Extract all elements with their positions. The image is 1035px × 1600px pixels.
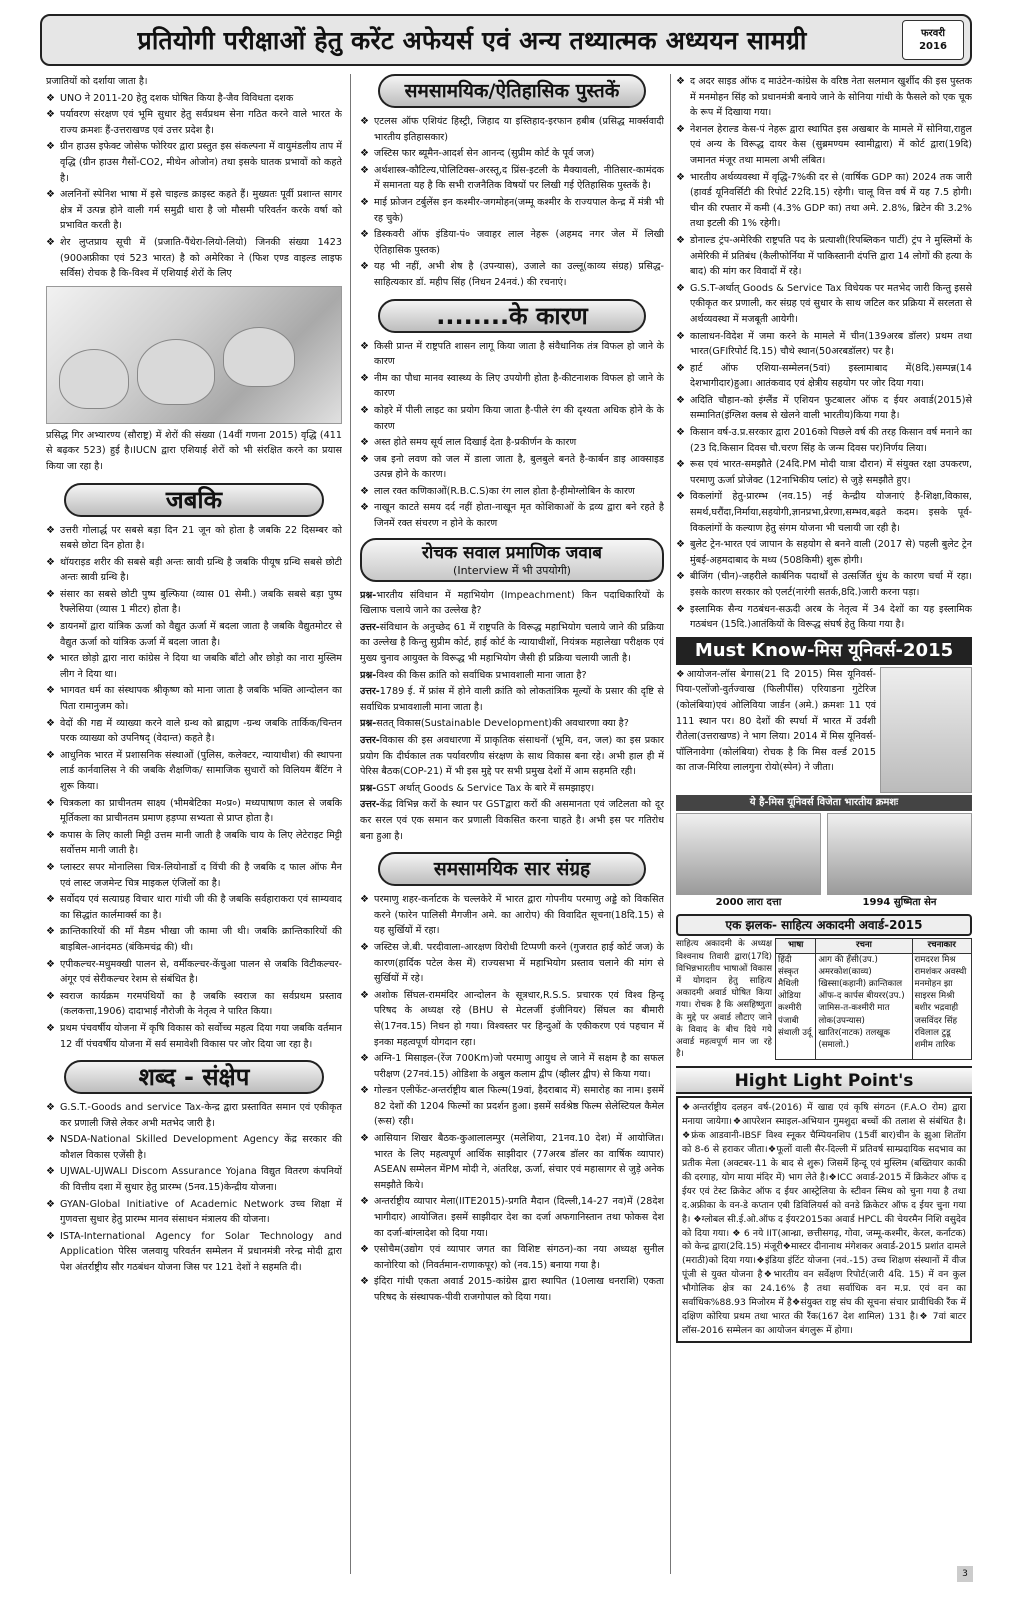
- environment-facts-list: [46, 74, 342, 282]
- qa-row: [360, 588, 664, 619]
- list-item: [360, 114, 664, 145]
- bullet-icon: ❖: [676, 491, 685, 503]
- column-divider-right: [670, 74, 671, 1574]
- list-item-text: ग्रीन हाउस इफेक्ट जोसेफ फोरियर द्वारा प्रस्तुत इस संकल्पना में वायुमंडलीय ताप में वृद्धि (ग्रीन हाउस गैसों-CO2, मीथेन ओजोन) तथा इसके घातक प्रभावों को कहते है।: [60, 141, 342, 184]
- list-item: [676, 425, 972, 456]
- bullet-icon: ❖: [360, 1244, 369, 1256]
- list-item-text: स्वराज कार्यक्रम गरमपंथियों का है जबकि स्वराज का सर्वप्रथम प्रस्ताव (कलकत्ता,1906) दादाभाई नौरोजी के नेतृत्व ने पारित किया।: [60, 990, 342, 1018]
- bullet-icon: ❖: [360, 229, 369, 241]
- miss-universe-text: ❖आयोजन-लॉस बेगास(21 दि 2015) मिस यूनिवर्स-पिया-एलोंजो-वुर्तज्वाख (फिलीपींस) एरियाडना गुटेरिज (कोलंबिया)एवं ओलिविया जार्डन (अमे.) क्रमशः 11 एवं 111 स्थान पर। 80 देशों की स्पर्धा में भारत में उर्वशी रौतेला(उत्तराखण्ड) ने भाग लिया। 2014 में मिस यूनिवर्स-पॉलिनावेगा (कोलंबिया) रोचक है कि मिस वर्ल्ड 2015 का ताज-मिरिया लालगुना रोयो(स्पेन) ने जीता।: [676, 668, 876, 774]
- qa-row: [360, 797, 664, 844]
- bullet-icon: ❖: [360, 404, 369, 416]
- sahitya-award-intro: साहित्य अकादमी के अध्यक्ष विश्वनाथ तिवारी द्वारा(17दि) विभिन्नभारतीय भाषाओं विकास में योगदान हेतु साहित्य अकादमी अवार्ड घोषित किया गया। रोचक है कि असहिष्णुता के मुद्दे पर अवार्ड लौटाए जाने के विवाद के बीच दिये गये अवार्ड महत्वपूर्ण मान जा रहे है।: [676, 939, 772, 1060]
- qa-label: प्रश्न-: [360, 718, 377, 730]
- issue-date-box: [902, 20, 964, 60]
- list-item-text: डिस्कवरी ऑफ इंडिया-पं० जवाहर लाल नेहरू (अहमद नगर जेल में लिखी ऐतिहासिक पुस्तक): [374, 229, 664, 256]
- list-item: [46, 683, 342, 714]
- list-item-text: बीजिंग (चीन)-जहरीले कार्बनिक पदार्थों से उत्सर्जित धुंध के कारण चर्चा में रहा।इसके कारण सरकार को एलर्ट(नारंगी सतर्क,8दि.)जारी करना पड़ा।: [690, 571, 972, 598]
- abbreviations-list: [46, 1100, 342, 1276]
- list-item: [46, 860, 342, 891]
- bullet-icon: ❖: [360, 989, 369, 1001]
- list-item-text: जस्टिस जे.बी. परदीवाला-आरक्षण विरोधी टिप्पणी करने (गुजरात हाई कोर्ट जज) के कारण(हार्दिक पटेल केस में) राज्यसभा में महाभियोग प्रस्ताव चलाने की मांग से सुर्खियों में रहे।: [374, 941, 664, 985]
- list-item-text: नीम का पौधा मानव स्वास्थ्य के लिए उपयोगी होता है-कीटनाशक विफल हो जाने के कारण: [374, 372, 664, 400]
- list-item: [46, 139, 342, 186]
- list-item: [46, 1132, 342, 1163]
- bullet-icon: ❖: [46, 1022, 55, 1034]
- bullet-icon: ❖: [46, 926, 55, 938]
- bullet-icon: ❖: [360, 372, 369, 384]
- list-item: [46, 892, 342, 923]
- bullet-icon: ❖: [46, 861, 55, 873]
- list-item: [676, 569, 972, 600]
- qa-label: प्रश्न-: [360, 782, 377, 794]
- books-section-title: समसामयिक/ऐतिहासिक पुस्तकें: [378, 74, 646, 108]
- bullet-icon: ❖: [676, 362, 685, 374]
- list-item-text: कपास के लिए काली मिट्टी उत्तम मानी जाती है जबकि चाय के लिए लेटेराइट मिट्टी सर्वोत्तम मानी जाती है।: [60, 829, 342, 857]
- list-item-text: प्रजातियों को दर्शाया जाता है।: [46, 76, 148, 87]
- bullet-icon: ❖: [360, 116, 369, 127]
- column-divider-left: [350, 74, 351, 1574]
- list-item-text: प्रसिद्ध गिर अभ्यारण्य (सौराष्ट्र) में शेरों की संख्या (14वीं गणना 2015) वृद्धि (411 से बढ़कर 523) हुई है।IUCN द्वारा एशियाई शेरों को भी संरक्षित करने का प्रयास किया जा रहा है।: [46, 429, 342, 472]
- table-header-language: भाषा: [776, 939, 816, 953]
- list-item-text: डायनमों द्वारा यांत्रिक ऊर्जा को वैद्युत ऊर्जा में बदला जाता है जबकि वैद्युतमोटर से वैद्युत ऊर्जा को यांत्रिक ऊर्जा में बदला जाता है।: [60, 621, 342, 648]
- list-item-text: भारतीय अर्थव्यवस्था में वृद्धि-7%की दर से (वार्षिक GDP का) 2024 तक जारी (हावर्ड यूनिवर्सिटी की रिपोर्ट 22दि.15) रहेगी। चालू वित्त वर्ष में यह 7.5 होगी। चीन की रफ्तार में कमी (4.3% GDP का) तथा अमे. 2.8%, ब्रिटेन की 3.2% तथा इटली की 1% रहेगी।: [690, 171, 972, 230]
- list-item: [360, 195, 664, 226]
- sahitya-award-table: [775, 938, 972, 1060]
- lion-shape-2: [137, 339, 215, 405]
- list-item: [360, 435, 664, 451]
- bullet-icon: ❖: [676, 76, 685, 87]
- bullet-icon: ❖: [676, 427, 685, 439]
- list-item: [360, 163, 664, 194]
- list-item: [46, 235, 342, 282]
- list-item: [360, 371, 664, 402]
- list-item-text: गोल्डन एलीफेंट-अन्तर्राष्ट्रीय बाल फिल्म(19वां, हैदराबाद में) समारोह का नाम। इसमें 82 देशों की 1204 फिल्मों का प्रदर्शन हुआ। इसमें सर्वश्रेष्ठ फिल्म सेलेस्टियल कैमेल (रूस) रही।: [374, 1085, 664, 1128]
- qa-row: [360, 781, 664, 797]
- list-item-text: प्रथम पंचवर्षीय योजना में कृषि विकास को सर्वोच्च महत्व दिया गया जबकि वर्तमान 12 वीं पंचवर्षीय योजना में सर्व समावेशी विकास पर जोर दिया जा रहा है।: [60, 1022, 342, 1050]
- list-item-text: एसोचैम(उद्योग एवं व्यापार जगत का विशिष्ट संगठन)-का नया अध्यक्ष सुनील कानोरिया को (निवर्तमान-राणाकपूर) को (नव.15) बनाया गया है।: [374, 1244, 664, 1271]
- qa-row: [360, 620, 664, 667]
- list-item: [46, 587, 342, 618]
- list-item: [46, 1021, 342, 1052]
- bullet-icon: ❖: [46, 189, 55, 201]
- list-item-text: माई फ्रोजन टर्बुलेंस इन कश्मीर-जगमोहन(जम्मू कश्मीर के राज्यपाल केन्द्र में मंत्री भी रह चुके): [374, 196, 664, 224]
- list-item: [46, 651, 342, 682]
- qa-text: विकास की इस अवधारणा में प्राकृतिक संसाधनों (भूमि, वन, जल) का इस प्रकार प्रयोग कि दीर्घकाल तक पर्यावरणीय संरक्षण के साथ विकास बना रहे। अभी हाल ही में पेरिस बैठक(COP-21) में भी इस मुद्दे पर सभी प्रमुख देशों में आम सहमति रही।: [360, 735, 664, 778]
- list-item: [46, 1197, 342, 1228]
- qa-text: केंद्र विभिन्न करों के स्थान पर GSTद्वारा करों की असमानता एवं जटिलता को दूर कर सरल एवं एक समान कर प्रणाली विकसित करना चाहते है। अभी इस पर गतिरोध बना हुआ है।: [360, 799, 664, 842]
- news-items-list: [676, 74, 972, 633]
- bullet-icon: ❖: [46, 236, 55, 248]
- list-item-text: अशोक सिंघल-राममंदिर आन्दोलन के सूत्रधार,R.S.S. प्रचारक एवं विश्व हिन्दू परिषद के अध्यक्ष रहे (BHU से मेटलर्जी इंजीनियर) सिंघल का बीमारी से(17नव.15) निधन हो गया। विश्वस्तर पर हिन्दुओं के एकीकरण एवं पहचान में इनका महत्वपूर्ण योगदान रहा।: [374, 989, 664, 1048]
- list-item: [676, 281, 972, 328]
- list-item-text: परमाणु शहर-कर्नाटक के चल्लकेरे में भारत द्वारा गोपनीय परमाणु अड्डे को विकसित करने (फारेन पालिसी मैगजीन अमे. का आरोप) की विवादित सूचना(18दि.15) से यह सुर्खियों में रहा।: [374, 894, 664, 937]
- table-cell-authors: रामदरश मिश्र रामशंकर अवस्थी मनमोहन झा साइरस मिश्री बशीर भद्रवाही जसविंदर सिंह रविलाल टुडू शमीम तारिक: [912, 953, 972, 1060]
- list-item-text: चित्रकला का प्राचीनतम साक्ष्य (भीमबेटिका म०प्र०) मध्यपाषाण काल से जबकि मूर्तिकला का प्राचीनतम प्रमाण हड़प्पा सभ्यता से प्राप्त होता है।: [60, 797, 342, 825]
- interesting-questions-title: रोचक सवाल प्रमाणिक जवाब: [421, 542, 602, 563]
- list-item: [46, 523, 342, 554]
- list-item-text: शेर लुप्तप्राय सूची में (प्रजाति-पैंथेरा-लियो-लियो) जिनकी संख्या 1423 (900अफ्रीका एवं 523 भारत) है को अमेरिका ने (फिश एण्ड वाइल्ड लाइफ सर्विस) रोचक है कि-विश्व में एशियाई शेरों के लिए: [60, 236, 342, 280]
- sahitya-award-title: एक झलक- साहित्य अकादमी अवार्ड-2015: [676, 914, 972, 936]
- list-item-text: किसी प्रान्त में राष्ट्रपति शासन लागू किया जाता है संवैधानिक तंत्र विफल हो जाने के कारण: [374, 340, 664, 368]
- qa-row: [360, 684, 664, 715]
- list-item: [676, 489, 972, 536]
- list-item-text: संसार का सबसे छोटी पुष्प बुल्फिया (व्यास 01 सेमी.) जबकि सबसे बड़ा पुष्प रैफ्लेसिया (व्यास 1 मीटर) होता है।: [60, 588, 342, 616]
- summary-section-title: समसामयिक सार संग्रह: [378, 852, 646, 886]
- list-item: [360, 892, 664, 939]
- bullet-icon: ❖: [360, 485, 369, 497]
- bullet-icon: ❖: [46, 588, 55, 600]
- winner-image-2: [827, 813, 972, 895]
- list-item-text: ISTA-International Agency for Solar Technology and Application पेरिस जलवायु परिवर्तन सम्मेलन में प्रधानमंत्री नरेन्द्र मोदी द्वारा पेश अंतर्राष्ट्रीय सौर गठबंधन योजना जिस पर 121 देशों ने सहमति दी।: [60, 1230, 342, 1274]
- lions-photo: [46, 286, 342, 424]
- list-item-text: इंदिरा गांधी एकता अवार्ड 2015-कांग्रेस द्वारा स्थापित (10लाख धनराशि) एकता परिषद के संस्थापक-पीवी राजगोपाल को दिया गया।: [374, 1276, 664, 1303]
- list-item-text: इस्लामिक सैन्य गठबंधन-सऊदी अरब के नेतृत्व में 34 देशों का यह इस्लामिक गठबंधन (15दि.)आतंकियों के विरूद्ध संघर्ष हेतु किया गया है।: [690, 603, 972, 631]
- question-answer-list: [360, 588, 664, 845]
- list-item: [360, 1083, 664, 1130]
- list-item-text: GYAN-Global Initiative of Academic Network उच्च शिक्षा में गुणवत्ता सुधार हेतु प्रारम्भ मानव संसाधन मंत्रालय की योजना।: [60, 1198, 342, 1226]
- list-item-text: आधुनिक भारत में प्रशासनिक संस्थाओं (पुलिस, कलेक्टर, न्यायाधीश) की स्थापना लार्ड कार्नवालिस ने की जबकि शैक्षणिक/ सामाजिक सुधारों को विलियम बैंटिंग ने शुरू किया।: [60, 749, 342, 792]
- qa-text: सतत् विकास(Sustainable Development)की अवधारणा क्या है?: [376, 718, 629, 730]
- list-item: [360, 146, 664, 162]
- table-cell-languages: हिंदी संस्कृत मैथिली ओडिया कश्मीरी पंजाबी संथाली उर्दू: [776, 953, 816, 1060]
- lion-shape-3: [223, 327, 295, 387]
- list-item: [360, 484, 664, 500]
- list-item-text: जब इनो लवण को जल में डाला जाता है, बुलबुले बनते है-कार्बन डाइ आक्साइड उत्पन्न होने के कारण।: [374, 453, 664, 481]
- qa-label: उत्तर-: [360, 686, 380, 698]
- issue-month: फरवरी: [920, 28, 946, 39]
- list-item: [46, 1229, 342, 1276]
- list-item: [46, 828, 342, 859]
- bullet-icon: ❖: [46, 524, 55, 536]
- list-item-text: भागवत धर्म का संस्थापक श्रीकृष्ण को माना जाता है जबकि भक्ति आन्दोलन का पिता रामानुजम को।: [60, 685, 342, 713]
- reasons-section-title: ........के कारण: [378, 299, 646, 333]
- list-item-text: द अदर साइड ऑफ द माउंटेन-कांग्रेस के वरिष्ठ नेता सलमान खुर्शीद की इस पुस्तक में मनमोहन सिंह को प्रधानमंत्री बनाये जाने के सोनिया गांधी के फैसले को एक चूक के रूप में दिखाया गया।: [690, 76, 972, 119]
- bullet-icon: ❖: [46, 829, 55, 841]
- list-item: [46, 107, 342, 138]
- list-item-text: उत्तरी गोलार्द्ध पर सबसे बड़ा दिन 21 जून को होता है जबकि 22 दिसम्बर को सबसे छोटा दिन होता है।: [60, 524, 342, 552]
- list-item: [46, 748, 342, 795]
- list-item: [46, 1164, 342, 1195]
- list-item: [46, 716, 342, 747]
- page-header: [40, 14, 972, 66]
- column-right: [676, 74, 972, 1574]
- list-item-text: प्लास्टर सपर मोनालिसा चित्र-लियोनार्डो द विंची की है जबकि द फाल ऑफ मैन एवं लास्ट जजमेन्ट चित्र माइकल एंजिलों का है।: [60, 861, 342, 889]
- bullet-icon: ❖: [360, 196, 369, 208]
- list-item-text: किसान वर्ष-उ.प्र.सरकार द्वारा 2016को पिछले वर्ष की तरह किसान वर्ष मनाने का (23 दि.किसान दिवस चौ.चरण सिंह के जन्म दिवस पर)निर्णय लिया।: [690, 427, 972, 454]
- list-item: [360, 1242, 664, 1273]
- highlight-points-title: Hight Light Point's: [676, 1066, 972, 1094]
- winner-image-1: [676, 813, 821, 895]
- list-item-text: अलनिनों स्पेनिश भाषा में इसे चाइल्ड क्राइस्ट कहते हैं। मुख्यतः पूर्वी प्रशान्त सागर क्षेत्र में उत्पन्न होने वाली गर्म समुद्री धारा है जो मौसमी परिवर्तन करके वर्षा को प्रभावित करती है।: [60, 189, 342, 232]
- list-item-text: विकलांगों हेतु-प्रारम्भ (नव.15) नई केन्द्रीय योजनाएं है-शिक्षा,विकास, समर्थ,घरौंदा,निर्माया,सहयोगी,ज्ञानप्रभा,प्रेरणा,सम्भव,बढ़ते कदम। इसके पूर्व-विकलांगों के कल्याण हेतु संगम योजना भी चलायी जा रही है।: [690, 491, 972, 534]
- bullet-icon: ❖: [360, 941, 369, 953]
- qa-text: GST अर्थात् Goods & Service Tax के बारे में समझाइए।: [376, 782, 595, 794]
- list-item-text: रूस एवं भारत-समझौते (24दि.PM मोदी यात्रा दौरान) में संयुक्त रक्षा उपकरण, परमाणु ऊर्जा प्रोजेक्ट (12नाभिकीय प्लांट) से जुड़े समझौते हुए।: [690, 459, 972, 486]
- winner-photo-2: [827, 813, 972, 911]
- qa-row: [360, 668, 664, 684]
- reasons-list: [360, 339, 664, 532]
- list-item: [360, 500, 664, 531]
- list-item-text: G.S.T-अर्थात् Goods & Service Tax विधेयक पर मतभेद जारी किन्तु इससे एकीकृत कर प्रणाली, कर संग्रह एवं सुधार के साथ जटिल कर प्रक्रिया में सरलता से अर्थव्यवस्था में मजबूती आयेगी।: [690, 282, 972, 325]
- qa-text: 1789 ई. में फ्रांस में होने वाली क्रांति को लोकतांत्रिक मूल्यों के प्रसार की दृष्टि से सर्वाधिक प्रभावशाली माना जाता है।: [360, 686, 664, 713]
- list-item-text: जस्टिस फार ब्यूमैन-आदर्श सेन आनन्द (सुप्रीम कोर्ट के पूर्व जज): [374, 148, 595, 160]
- list-item-text: नेशनल हेराल्ड केस-पं नेहरू द्वारा स्थापित इस अखबार के मामले में सोनिया,राहुल एवं अन्य के विरूद्ध दायर केस (सुब्रमण्यम स्वामीद्वारा) में कोर्ट द्वारा(19दि) जमानत मंजूर तथा मामला अभी लंबित।: [690, 123, 972, 166]
- lion-shape-1: [59, 349, 129, 409]
- list-item: [46, 957, 342, 988]
- interesting-questions-subtitle: (Interview में भी उपयोगी): [453, 563, 571, 577]
- list-item: [46, 924, 342, 955]
- bullet-icon: ❖: [46, 685, 55, 697]
- list-item: [676, 602, 972, 633]
- qa-label: प्रश्न-: [360, 589, 377, 601]
- list-item: [360, 339, 664, 370]
- bullet-icon: ❖: [360, 148, 369, 160]
- qa-text: संविधान के अनुच्छेद 61 में राष्ट्रपति के विरूद्ध महाभियोग चलाये जाने की प्रक्रिया का उल्लेख है किन्तु सुप्रीम कोर्ट, हाई कोर्ट के न्यायाधीशों, नियंत्रक महालेखा परीक्षक एवं मुख्य चुनाव आयुक्त के विरूद्ध भी महाभियोग जैसी ही प्रक्रिया चलायी जाती है।: [360, 621, 664, 665]
- list-item-text: कोहरे में पीली लाइट का प्रयोग किया जाता है-पीले रंग की दृश्यता अधिक होने के के कारण: [374, 404, 664, 432]
- list-item: [46, 428, 342, 475]
- bullet-icon: ❖: [360, 1196, 369, 1208]
- qa-text: विश्व की किस क्रांति को सर्वाधिक प्रभावशाली माना जाता है?: [376, 669, 587, 681]
- interesting-questions-banner: [360, 538, 664, 582]
- bullet-icon: ❖: [676, 459, 685, 471]
- list-item: [360, 940, 664, 987]
- list-item: [46, 555, 342, 586]
- page-title: प्रतियोगी परीक्षाओं हेतु करेंट अफेयर्स एवं अन्य तथ्यात्मक अध्ययन सामग्री: [137, 26, 807, 55]
- list-item-text: बुलेट ट्रेन-भारत एवं जापान के सहयोग से बनने वाली (2017 से) पहली बुलेट ट्रेन मुंबई-अहमदाबाद के मध्य (508किमी) शुरू होगी।: [690, 539, 972, 566]
- list-item-text: सर्वोदय एवं सत्याग्रह विचार धारा गांधी जी की है जबकि सर्वहाराकरा एवं साम्यवाद का सिद्धांत कार्लमार्क्स का है।: [60, 894, 342, 921]
- list-item-text: NSDA-National Skilled Development Agency केंद्र सरकार की कौशल विकास एजेंसी है।: [60, 1134, 342, 1161]
- list-item: [676, 361, 972, 392]
- bullet-icon: ❖: [676, 603, 685, 615]
- bullet-icon: ❖: [46, 1134, 55, 1146]
- list-item-text: आसियान शिखर बैठक-कुआलालम्पुर (मलेशिया, 21नव.10 देश) में आयोजित। भारत के लिए महत्वपूर्ण आर्थिक साझीदार (77अरब डॉलर का वार्षिक व्यापार) ASEAN सम्मेलन मेंPM मोदी ने, अंतरिक्ष, ऊर्जा, संचार एवं महासागर से जुड़े अनेक समझौते किये।: [374, 1133, 664, 1191]
- bullet-icon: ❖: [46, 749, 55, 761]
- bullet-icon: ❖: [360, 894, 369, 906]
- bullet-icon: ❖: [360, 261, 369, 273]
- list-item: [46, 1100, 342, 1131]
- miss-universe-title: Must Know-मिस यूनिवर्स-2015: [676, 637, 972, 665]
- list-item-text: अन्तर्राष्ट्रीय व्यापार मेला(IITE2015)-प्रगति मैदान (दिल्ली,14-27 नव)में (28देश भागीदार) आयोजित। इसमें साझीदार देश का दर्जा अफगानिस्तान तथा फोकस देश का दर्जा-बांग्लादेश को दिया गया।: [374, 1196, 664, 1239]
- list-item: [360, 259, 664, 290]
- bullet-icon: ❖: [46, 990, 55, 1002]
- list-item-text: यह भी नहीं, अभी शेष है (उपन्यास), उजाले का उल्लू(काव्य संग्रह) प्रसिद्ध-साहित्यकार डॉ. महीप सिंह (निधन 24नवं.) की रचनाएं।: [374, 261, 664, 288]
- table-header-work: रचना: [816, 939, 912, 953]
- list-item-text: कालाधन-विदेश में जमा करने के मामले में चीन(139अरब डॉलर) प्रथम तथा भारत(GFIरिपोर्ट दि.15) चौथे स्थान(50अरबडॉलर) पर है।: [690, 330, 972, 358]
- qa-label: उत्तर-: [360, 735, 380, 746]
- summary-list: [360, 892, 664, 1305]
- qa-label: उत्तर-: [360, 799, 380, 811]
- list-item: [360, 227, 664, 258]
- issue-year: 2016: [919, 41, 947, 52]
- list-item-text: UNO ने 2011-20 हेतु दशक घोषित किया है-जैव विविधता दशक: [60, 92, 294, 104]
- highlight-points-text: ❖अन्तर्राष्ट्रीय दलहन वर्ष-(2016) में खाद्य एवं कृषि संगठन (F.A.O रोम) द्वारा मनाया जायेगा।❖आपरेशन स्माइल-अभियान गुमशुदा बच्चों की तलाश से संबंधित है।❖फ्रंक आडवानी-IBSF विश्व स्नूकर चैम्पियनशिप (15वीं बार)चीन के झुआ शितोंग को 8-6 से हराकर जीता।❖फूलों वाली सैर-दिल्ली में प्रतिवर्ष साम्प्रदायिक सदभाव का प्रतीक मेला (अक्टबर-11 के बाद से शुरू) जिसमें हिन्दू एवं मुस्लिम (बख्तियार काकी की दरगाह, योग माया मंदिर में) भाग लेते है।❖ICC अवार्ड-2015 में क्रिकेटर ऑफ द ईयर एवं टेस्ट क्रिकेट ऑफ द ईयर आस्ट्रेलिया के स्टीवन स्मिथ को चुना गया है तथा द.अफ्रीका के वन-डे कप्तान एबी डिविलियर्स को वनडे क्रिकेटर ऑफ द ईयर चुना गया है। ❖ग्लोबल सी.ई.ओ.ऑफ द ईयर2015का अवार्ड HPCL की चेयरमैन निशि वसुदेव को दिया गया। ❖ 6 नये IIT(आन्ध्रा, छत्तीसगढ़, गोवा, जम्मू-कश्मीर, केरल, कर्नाटक) को केन्द्र द्वारा(2दि.15) मंजूरी❖मास्टर दीनानाथ मंगेशकर अवार्ड-2015 प्रशांत दामले (मराठी)को दिया गया।❖इंडिया इंटिंट योजना (नवं.-15) उच्च शिक्षण संस्थानों में वीज पूंजी से युक्त योजना है❖भारतीय वन सर्वेक्षण रिपोर्ट(जारी 4दि. 15) में वन कुल भौगोलिक क्षेत्र का 24.16% है तथा सर्वाधिक वन म.प्र. एवं वन का सर्वाधिक%88.93 मिजोरम में है❖संयुक्त राष्ट्र संघ की सूचना संचार प्रावीधिकी रैंक में दक्षिण कोरिया प्रथम तथा भारत की रैंक(167 देश शामिल) 131 है।❖ 7वां बाटर लॉस-2016 सम्मेलन का आयोजन बंगलुरू में होगा।: [676, 1096, 972, 1342]
- list-item: [360, 1051, 664, 1082]
- bullet-icon: ❖: [360, 502, 369, 514]
- list-item-text: अर्थशास्त्र-कौटिल्य,पोलिटिक्स-अरस्तू,द प्रिंस-इटली के मैक्यावली, नीतिसार-कामंदक में समानता यह है कि सभी राजनैतिक विषयों पर लिखी गई ऐतिहासिक पुस्तकें है।: [374, 164, 664, 192]
- bullet-icon: ❖: [46, 1230, 55, 1242]
- bullet-icon: ❖: [46, 894, 55, 906]
- bullet-icon: ❖: [676, 171, 685, 183]
- list-item: [676, 457, 972, 488]
- column-middle: [360, 74, 664, 1574]
- qa-label: उत्तर-: [360, 621, 380, 633]
- list-item: [676, 74, 972, 121]
- bullet-icon: ❖: [46, 1102, 55, 1114]
- list-item: [360, 1131, 664, 1193]
- bullet-icon: ❖: [46, 717, 55, 729]
- list-item: [360, 1194, 664, 1241]
- bullet-icon: ❖: [46, 556, 55, 568]
- list-item-text: एपीकल्चर-मधुमक्खी पालन से, वर्मीकल्चर-केंचुआ पालन से जबकि विटीकल्चर-अंगूर एवं सेरीकल्चर रेशम से संबंधित है।: [60, 958, 342, 986]
- list-item: [360, 1274, 664, 1305]
- bullet-icon: ❖: [360, 1085, 369, 1097]
- bullet-icon: ❖: [676, 394, 685, 406]
- indian-winners-caption: ये है-मिस यूनिवर्स विजेता भारतीय क्रमशः: [676, 795, 972, 811]
- list-item-text: वेदों की गद्य में व्याख्या करने वाले ग्रन्थ को ब्राह्मण -ग्रन्थ जबकि तार्किक/चिन्तन परक व्याख्या को उपनिषद् (वेदान्त) कहते है।: [60, 717, 342, 745]
- indian-winners-photos: [676, 813, 972, 911]
- list-item-text: क्रान्तिकारियों की माँ मैडम भीखा जी कामा जी थी। जबकि क्रान्तिकारियों की बाइबिल-आनंदमठ (बंकिमचंद्र की) थी।: [60, 926, 342, 953]
- miss-universe-body: [676, 667, 972, 793]
- bullet-icon: ❖: [46, 141, 55, 153]
- list-item-text: भारत छोड़ो द्वारा नारा कांग्रेस ने दिया था जबकि बाँटो और छोड़ो का नारा मुस्लिम लीग ने दिया था।: [60, 653, 342, 680]
- list-item: [46, 74, 342, 90]
- bullet-icon: ❖: [46, 653, 55, 665]
- bullet-icon: ❖: [46, 92, 55, 104]
- bullet-icon: ❖: [360, 340, 369, 352]
- table-cell-works: आग की हँसी(उप.) अमरकोश(काव्य) खिस्सा(कहानी) क्रान्तिकाल ऑफ-द कार्पस बीयरर(उप.) जामिस-त-कश्मीरी मात लोक(उपन्यास) खातिर(नाटक) तलखूक (समालो.): [816, 953, 912, 1060]
- abbreviations-section-title: शब्द - संक्षेप: [64, 1060, 324, 1094]
- bullet-icon: ❖: [46, 621, 55, 633]
- jabki-section-title: जबकि: [64, 483, 324, 517]
- bullet-icon: ❖: [676, 539, 685, 551]
- bullet-icon: ❖: [676, 330, 685, 342]
- bullet-icon: ❖: [46, 797, 55, 809]
- bullet-icon: ❖: [46, 1166, 55, 1178]
- bullet-icon: ❖: [46, 1198, 55, 1210]
- list-item: [46, 796, 342, 827]
- list-item: [46, 619, 342, 650]
- list-item: [676, 170, 972, 232]
- winner-caption-2: 1994 सुष्मिता सेन: [862, 896, 937, 908]
- list-item-text: पर्यावरण संरक्षण एवं भूमि सुधार हेतु सर्वप्रथम सेना गठित करने वाले भारत के राज्य क्रमशः हैं-उत्तराखण्ड एवं उत्तर प्रदेश है।: [60, 109, 342, 136]
- list-item-text: हार्ट ऑफ एशिया-सम्मेलन(5वां) इस्लामाबाद में(8दि.)सम्पन्न(14 देशभागीदार)हुआ। आतंकवाद एवं क्षेत्रीय सहयोग पर जोर दिया गया।: [690, 362, 972, 390]
- list-item-text: अग्नि-1 मिसाइल-(रेंज 700Km)जो परमाणु आयुध ले जाने में सक्षम है का सफल परीक्षण (27नवं.15) ओडिशा के अबुल कलाम द्वीप (व्हीलर द्वीप) से किया गया।: [374, 1053, 664, 1080]
- miss-universe-photo: [880, 667, 972, 793]
- winner-caption-1: 2000 लारा दत्ता: [715, 896, 782, 908]
- list-item-text: लाल रक्त कणिकाओं(R.B.C.S)का रंग लाल होता है-हीमोग्लोबिन के कारण: [374, 485, 635, 497]
- page-number: 3: [957, 1566, 973, 1582]
- list-item: [360, 403, 664, 434]
- list-item: [676, 122, 972, 169]
- table-header-author: रचनाकार: [912, 939, 972, 953]
- jabki-list: [46, 523, 342, 1053]
- list-item: [360, 988, 664, 1050]
- qa-text: भारतीय संविधान में महाभियोग (Impeachment) किन पदाधिकारियों के खिलाफ चलाये जाने का उल्लेख है?: [360, 589, 664, 617]
- list-item: [46, 187, 342, 234]
- bullet-icon: ❖: [46, 958, 55, 970]
- bullet-icon: ❖: [360, 1053, 369, 1065]
- bullet-icon: ❖: [360, 437, 369, 449]
- list-item: [46, 91, 342, 107]
- bullet-icon: ❖: [360, 1133, 369, 1145]
- books-list: [360, 114, 664, 291]
- qa-row: [360, 716, 664, 732]
- bullet-icon: ❖: [360, 1276, 369, 1288]
- list-item-text: अदिति चौहान-को इंग्लैंड में एशियन फुटबालर ऑफ द ईयर अवार्ड(2015)से सम्मानित(इंग्लिश क्लब से खेलने वाली भारतीय)किया गया है।: [690, 394, 972, 422]
- list-item-text: थॉयराइड शरीर की सबसे बड़ी अन्तः स्रावी ग्रन्थि है जबकि पीयूष ग्रन्थि सबसे छोटी अन्तः स्रावी ग्रन्थि है।: [60, 556, 342, 584]
- bullet-icon: ❖: [360, 453, 369, 465]
- bullet-icon: ❖: [676, 571, 685, 583]
- list-item: [360, 452, 664, 483]
- bullet-icon: ❖: [676, 234, 685, 246]
- list-item: [676, 393, 972, 424]
- column-left: [46, 74, 342, 1574]
- bullet-icon: ❖: [676, 282, 685, 294]
- list-item: [676, 233, 972, 280]
- list-item-text: UJWAL-UJWALI Discom Assurance Yojana विद्युत वितरण कंपनियों की वित्तीय दशा में सुधार हेतु प्रारम्भ (5नव.15)केन्द्रीय योजना।: [60, 1166, 342, 1194]
- list-item-text: एटलस ऑफ एशियंट हिस्ट्री, जिहाद या इस्तिहाद-इरफान हबीब (प्रसिद्ध मार्क्सवादी भारतीय इतिहासकार): [374, 116, 664, 143]
- bullet-icon: ❖: [676, 123, 685, 135]
- list-item: [46, 989, 342, 1020]
- gir-lions-note: [46, 428, 342, 475]
- list-item-text: G.S.T.-Goods and service Tax-केन्द्र द्वारा प्रस्तावित समान एवं एकीकृत कर प्रणाली जिसे लेकर अभी मतभेद जारी है।: [60, 1102, 342, 1129]
- list-item: [676, 329, 972, 360]
- list-item-text: नाखून काटते समय दर्द नहीं होता-नाखून मृत कोशिकाओं के द्रव्य द्वारा बने रहते है जिनमें रक्त संचरण न होने के कारण: [374, 502, 664, 530]
- sahitya-award-section: [676, 938, 972, 1060]
- list-item-text: अस्त होते समय सूर्य लाल दिखाई देता है-प्रकीर्णन के कारण: [374, 437, 577, 449]
- list-item: [676, 537, 972, 568]
- list-item-text: डोनाल्ड ट्रंप-अमेरिकी राष्ट्रपति पद के प्रत्याशी(रिपब्लिकन पार्टी) ट्रंप ने मुस्लिमों के अमेरिकी में प्रतिबंध (कैलीफोर्निया में पाकिस्तानी दंपत्ति द्वारा 14 लोगों की हत्या के बाद) की मांग कर विवादों में रहे।: [690, 234, 972, 278]
- bullet-icon: ❖: [360, 164, 369, 176]
- winner-photo-1: [676, 813, 821, 911]
- bullet-icon: ❖: [46, 109, 55, 121]
- qa-row: [360, 733, 664, 780]
- qa-label: प्रश्न-: [360, 669, 377, 681]
